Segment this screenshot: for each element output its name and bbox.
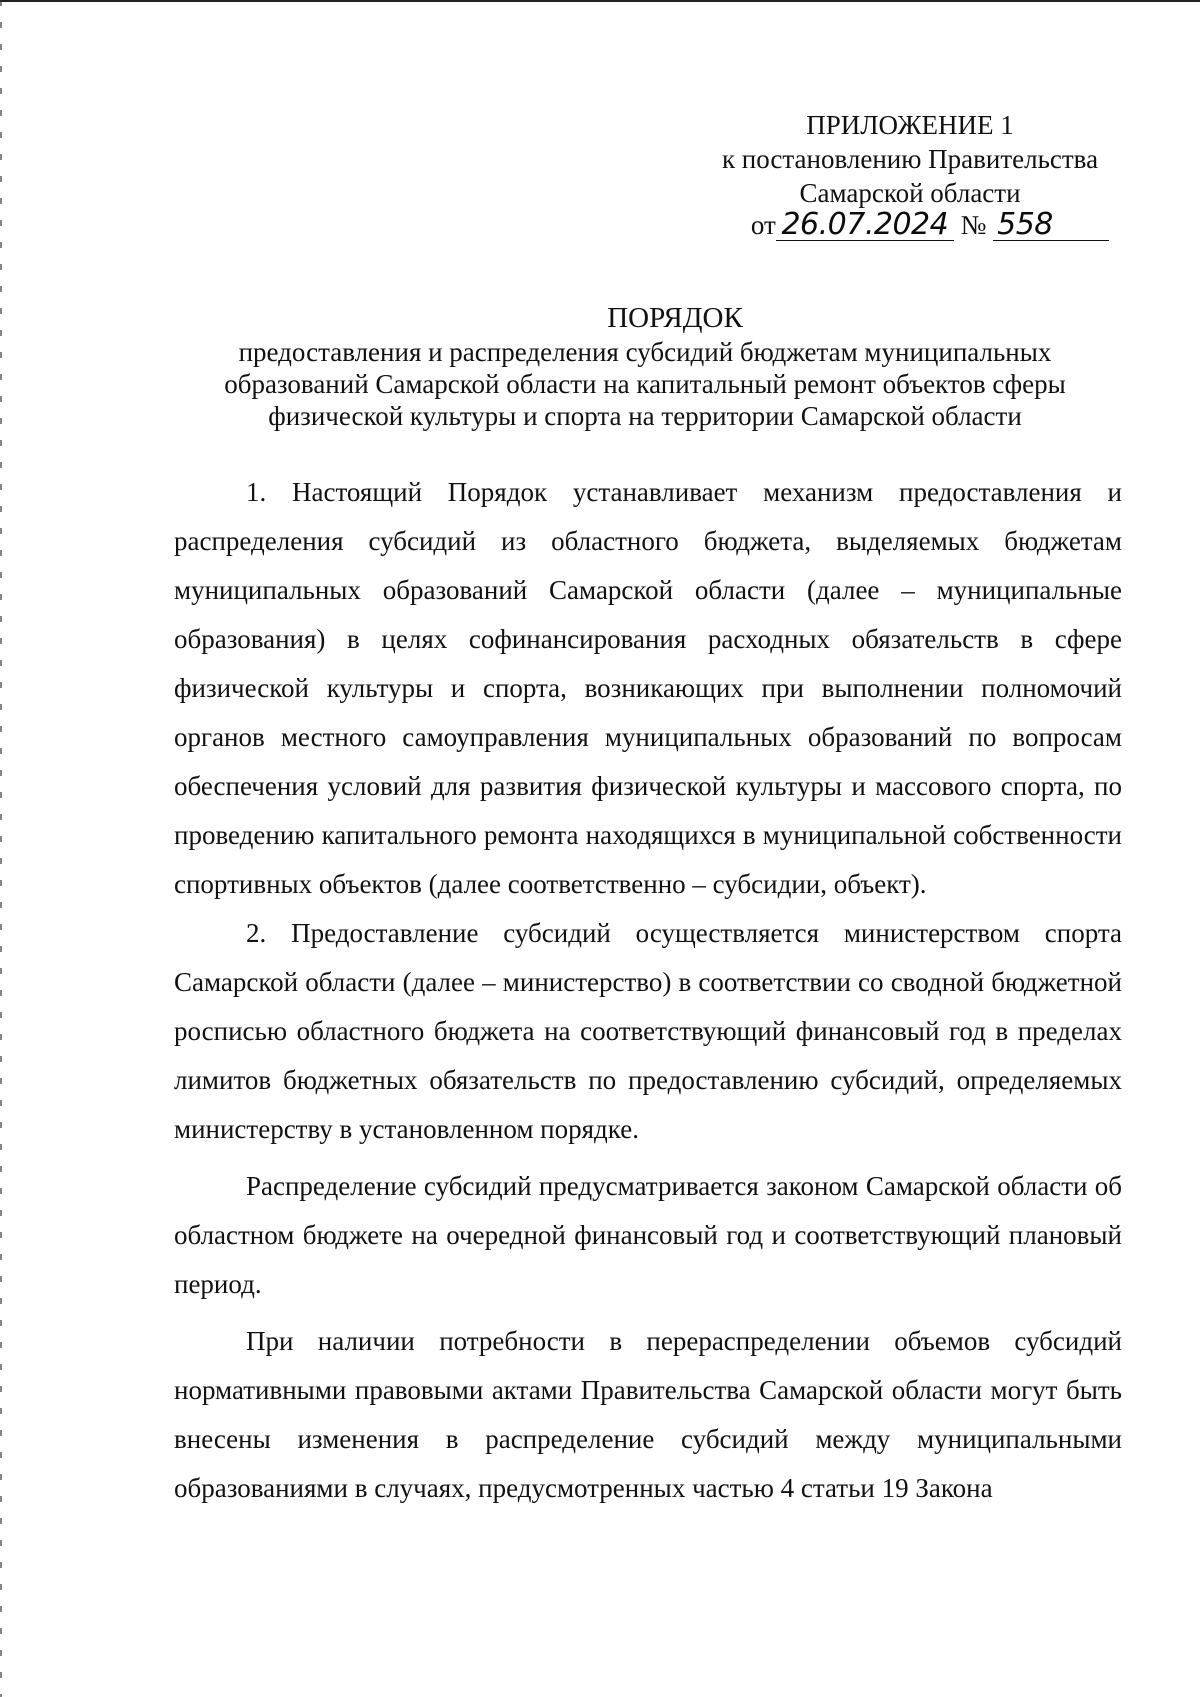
subtitle-line-2: образований Самарской области на капитальный ремонт объектов сферы <box>224 369 1066 399</box>
scan-left-edge <box>0 0 2 1697</box>
document-title-block <box>150 302 1140 432</box>
scan-top-edge <box>0 0 1200 2</box>
paragraph-3: Распределение субсидий предусматривается законом Самарской области об областном бюджете на очередной финансовый год и соответствующий плановый период. <box>174 1171 1122 1299</box>
date-prefix: от <box>750 210 776 240</box>
paragraph-1: 1. Настоящий Порядок устанавливает механизм предоставления и распределения субсидий из областного бюджета, выделяемых бюджетам муниципальных образований Самарской области (далее – муниципальные образования) в целях софинансирования расходных обязательств в сфере физической культуры и спорта, возникающих при выполнении полномочий органов местного самоуправления муниципальных образований по вопросам обеспечения условий для развития физической культуры и массового спорта, по проведению капитального ремонта находящихся в муниципальной собственности спортивных объектов (далее соответственно – субсидии, объект). <box>174 477 1122 899</box>
appendix-header <box>680 108 1140 242</box>
appendix-date-line <box>680 208 1140 242</box>
appendix-line-2: Самарской области <box>799 178 1021 208</box>
paragraph-2: 2. Предоставление субсидий осуществляется министерством спорта Самарской области (далее – министерство) в соответствии со сводной бюджетной росписью областного бюджета на соответствующий финансовый год в пределах лимитов бюджетных обязательств по предоставлению субсидий, определяемых министерству в установленном порядке. <box>174 918 1122 1144</box>
subtitle-line-1: предоставления и распределения субсидий бюджетам муниципальных <box>238 337 1052 367</box>
handwritten-date: 26.07.2024 <box>776 210 954 241</box>
appendix-title: ПРИЛОЖЕНИЕ 1 <box>806 110 1014 140</box>
number-prefix: № <box>960 210 987 240</box>
document-body <box>174 468 1122 1513</box>
appendix-line-1: к постановлению Правительства <box>721 144 1099 174</box>
document-title: ПОРЯДОК <box>607 302 743 334</box>
handwritten-number: 558 <box>993 210 1109 241</box>
subtitle-line-3: физической культуры и спорта на территории Самарской области <box>268 401 1022 431</box>
paragraph-4: При наличии потребности в перераспределении объемов субсидий нормативными правовыми актами Правительства Самарской области могут быть внесены изменения в распределение субсидий между муниципальными образованиями в случаях, предусмотренных частью 4 статьи 19 Закона <box>174 1326 1122 1503</box>
